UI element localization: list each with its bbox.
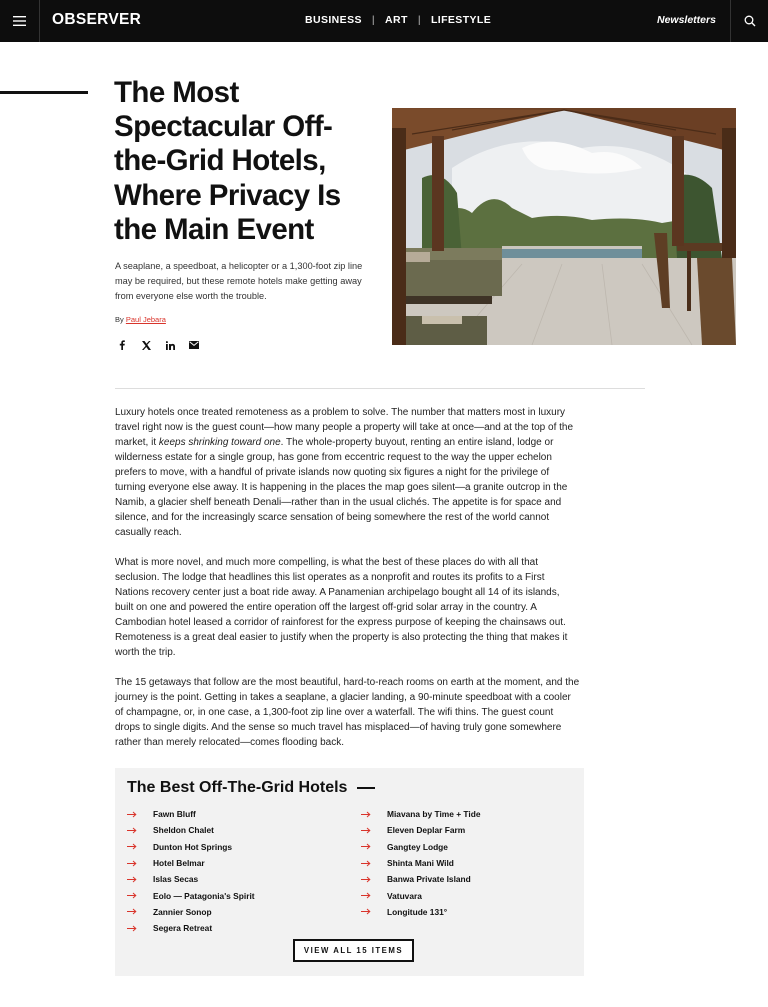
paragraph-2: What is more novel, and much more compelling, is what the best of these places do with all that seclusion. The lodge that headlines this list operates as a nonprofit and routes its profits to a First Nations recovery center just a boat ride away. A Panamenian archipelago bought all 14 of its islands, built on one and powered the entire operation off the largest off-grid solar array in the country. A Cambodian hotel leased a corridor of rainforest for the express purpose of keeping the chainsaws out. Remoteness is a great deal easier to justify when the property is also protecting the thing that makes it worth the trip. (115, 557, 568, 658)
arrow-right-icon (361, 811, 387, 818)
arrow-right-icon (361, 908, 387, 915)
arrow-right-icon (127, 876, 153, 883)
site-logo[interactable]: OBSERVER (52, 11, 142, 28)
paragraph-3: The 15 getaways that follow are the most beautiful, hard-to-reach rooms on earth at the moment, and the journey is the point. Getting in takes a seaplane, a glacier landing, a 90-minute speedboat with a cooler of champagne, or, in one case, a 1,300-foot zip line over a waterfall. The wifi thins. The guest count drops to single digits. And the sense so much travel has misplaced—of having truly gone somewhere rather than merely relocated—comes flooding back. (115, 677, 580, 748)
byline (115, 315, 166, 324)
list-title-text: The Best Off-The-Grid Hotels (127, 779, 348, 796)
title-dash (357, 787, 375, 789)
list-item[interactable]: Miavana by Time + Tide (361, 806, 480, 822)
hero-accent-rule (0, 91, 88, 94)
arrow-right-icon (127, 908, 153, 915)
search-icon[interactable] (730, 0, 768, 42)
view-all-button[interactable]: VIEW ALL 15 ITEMS (293, 939, 414, 962)
list-item[interactable]: Fawn Bluff (127, 806, 255, 822)
emphasis-text: keeps shrinking toward one (158, 437, 281, 448)
list-item[interactable]: Gangtey Lodge (361, 839, 480, 855)
arrow-right-icon (361, 892, 387, 899)
arrow-right-icon (361, 843, 387, 850)
nav-separator: | (417, 14, 421, 26)
byline-prefix: By (115, 315, 124, 324)
author-link[interactable]: Paul Jebara (125, 315, 166, 324)
list-item[interactable]: Banwa Private Island (361, 871, 480, 887)
article-dek: A seaplane, a speedboat, a helicopter or a 1,300-foot zip line may be required, but these remote hotels make getting away from everyone else worth the trouble. (115, 261, 363, 301)
list-item[interactable]: Sheldon Chalet (127, 822, 255, 838)
list-item[interactable]: Dunton Hot Springs (127, 839, 255, 855)
arrow-right-icon (361, 860, 387, 867)
arrow-right-icon (361, 827, 387, 834)
article-body (115, 405, 580, 765)
share-bar (117, 340, 199, 350)
arrow-right-icon (127, 811, 153, 818)
nav-lifestyle[interactable]: LIFESTYLE (430, 14, 492, 26)
arrow-right-icon (127, 827, 153, 834)
hamburger-menu-icon[interactable] (0, 0, 40, 42)
list-item[interactable]: Vatuvara (361, 887, 480, 903)
arrow-right-icon (127, 860, 153, 867)
list-item[interactable]: Hotel Belmar (127, 855, 255, 871)
hotel-list-box (115, 768, 584, 976)
list-item[interactable]: Segera Retreat (127, 920, 255, 936)
list-column-left (127, 806, 255, 936)
facebook-icon[interactable] (117, 340, 127, 350)
list-item[interactable]: Shinta Mani Wild (361, 855, 480, 871)
arrow-right-icon (127, 892, 153, 899)
hero-photo (392, 108, 736, 345)
nav-separator: | (371, 14, 376, 26)
email-icon[interactable] (189, 340, 199, 350)
arrow-right-icon (361, 876, 387, 883)
list-column-right (361, 806, 480, 920)
arrow-right-icon (127, 925, 153, 932)
x-icon[interactable] (141, 340, 151, 350)
article-headline: The Most Spectacular Off-the-Grid Hotels, Where Privacy Is the Main Event (114, 76, 341, 246)
main-nav (305, 14, 491, 26)
list-title (127, 779, 375, 797)
section-divider (115, 388, 645, 389)
list-item[interactable]: Eleven Deplar Farm (361, 822, 480, 838)
nav-business[interactable]: BUSINESS (305, 14, 362, 26)
list-item[interactable]: Zannier Sonop (127, 904, 255, 920)
nav-art[interactable]: ART (385, 14, 408, 26)
list-item[interactable]: Longitude 131° (361, 904, 480, 920)
list-item[interactable]: Islas Secas (127, 871, 255, 887)
newsletters-link[interactable]: Newsletters (657, 14, 716, 26)
linkedin-icon[interactable] (165, 340, 175, 350)
arrow-right-icon (127, 843, 153, 850)
site-header (0, 0, 768, 42)
list-item[interactable]: Eolo — Patagonia's Spirit (127, 887, 255, 903)
paragraph-1: Luxury hotels once treated remoteness as a problem to solve. The number that matters most in luxury travel right now is the guest count—how many people a property will take at once—and at the top of the market, it keeps shrinking toward one. The whole-property buyout, renting an entire island, lodge or wilderness estate for a single group, has gone from eccentric request to the way the upper echelon prefers to move, with a handful of private islands now quoting six figures a night for the privilege of turning everyone else away. It is happening in the places the map goes silent—a granite outcrop in the Namib, a glacier shelf beneath Denali—rather than in the usual clichés. The appetite is for space and silence, and for the increasingly scarce sensation of being somewhere the rest of the world cannot casually reach. (115, 407, 574, 538)
